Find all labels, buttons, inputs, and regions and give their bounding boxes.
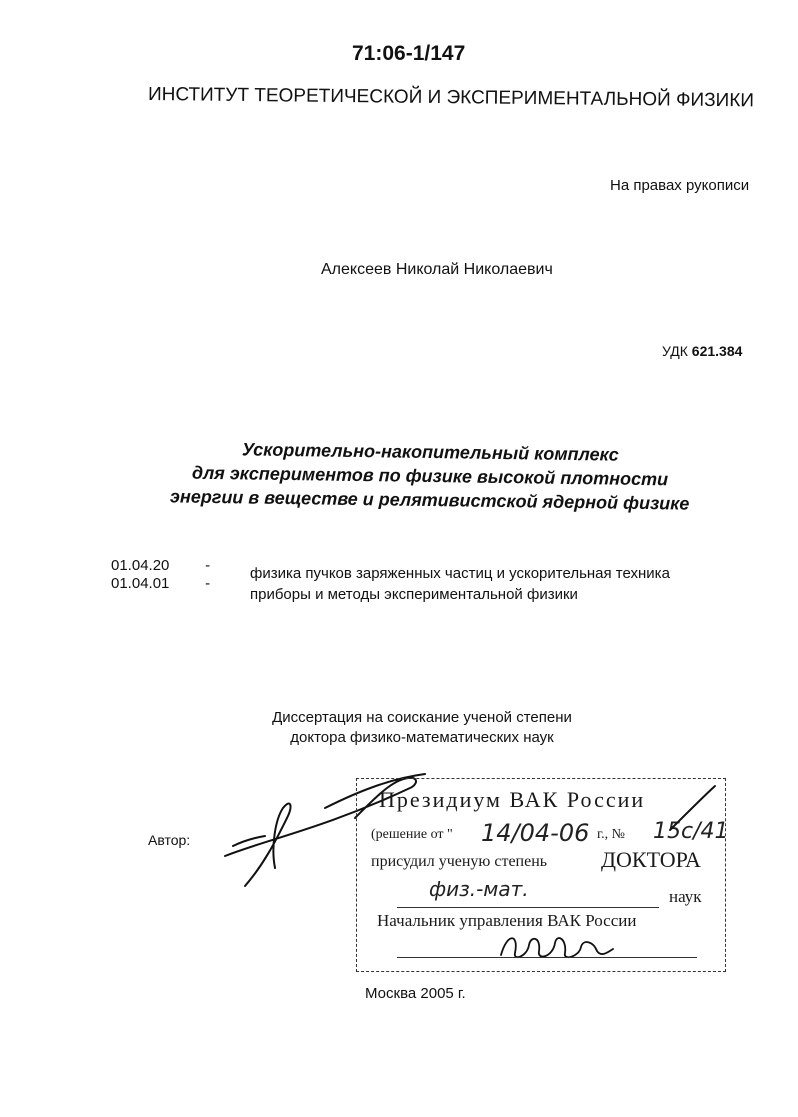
stamp-decision-prefix: (решение от " [371,827,453,842]
udk-value: 621.384 [691,343,743,359]
city-year: Москва 2005 г. [365,985,466,1002]
stamp-title: Президиум ВАК России [379,787,646,812]
dissertation-title [140,436,721,516]
stamp-degree: ДОКТОРА [601,847,701,872]
stamp-decision-date: 14/04-06 [481,819,590,847]
degree-line: доктора физико-математических наук [290,729,554,746]
title-line: Ускорительно-накопительный комплекс [241,439,619,465]
stamp-decision-number-label: г., № [597,827,626,842]
title-line: энергии в веществе и релятивистской ядерной физике [169,486,690,514]
specialty-name: физика пучков заряженных частиц и ускорительная техника [250,565,670,582]
specialty-row [111,557,253,574]
stamp-field: физ.-мат. [429,877,529,901]
vak-head-signature [497,927,617,967]
udk-label: УДК [662,343,688,359]
stamp-head-title: Начальник управления ВАК России [377,911,637,930]
degree-line: Диссертация на соискание ученой степени [272,709,572,726]
specialty-code: 01.04.20 [111,557,170,574]
udk-code [662,343,742,359]
specialty-row [111,575,253,592]
specialty-name: приборы и методы экспериментальной физики [250,586,578,603]
author-label: Автор: [148,832,191,848]
title-line: для экспериментов по физике высокой плотности [191,462,669,490]
specialty-code: 01.04.01 [111,575,170,592]
manuscript-rights: На правах рукописи [610,177,750,194]
author-name: Алексеев Николай Николаевич [321,261,553,278]
dissertation-degree [262,708,582,748]
specialty-dash: - [205,557,211,574]
stamp-field-underline [397,907,659,908]
stamp-overmark [370,780,730,840]
registration-code: 71:06-1/147 [352,42,466,65]
stamp-signature-line [397,957,697,958]
stamp-decision-number: 15с/41 [653,819,729,844]
stamp-awarded-text: присудил ученую степень [371,853,548,870]
stamp-sciences: наук [669,887,702,906]
specialty-dash: - [205,575,211,592]
institute-name: ИНСТИТУТ ТЕОРЕТИЧЕСКОЙ И ЭКСПЕРИМЕНТАЛЬНОЙ ФИЗИКИ [147,84,755,112]
